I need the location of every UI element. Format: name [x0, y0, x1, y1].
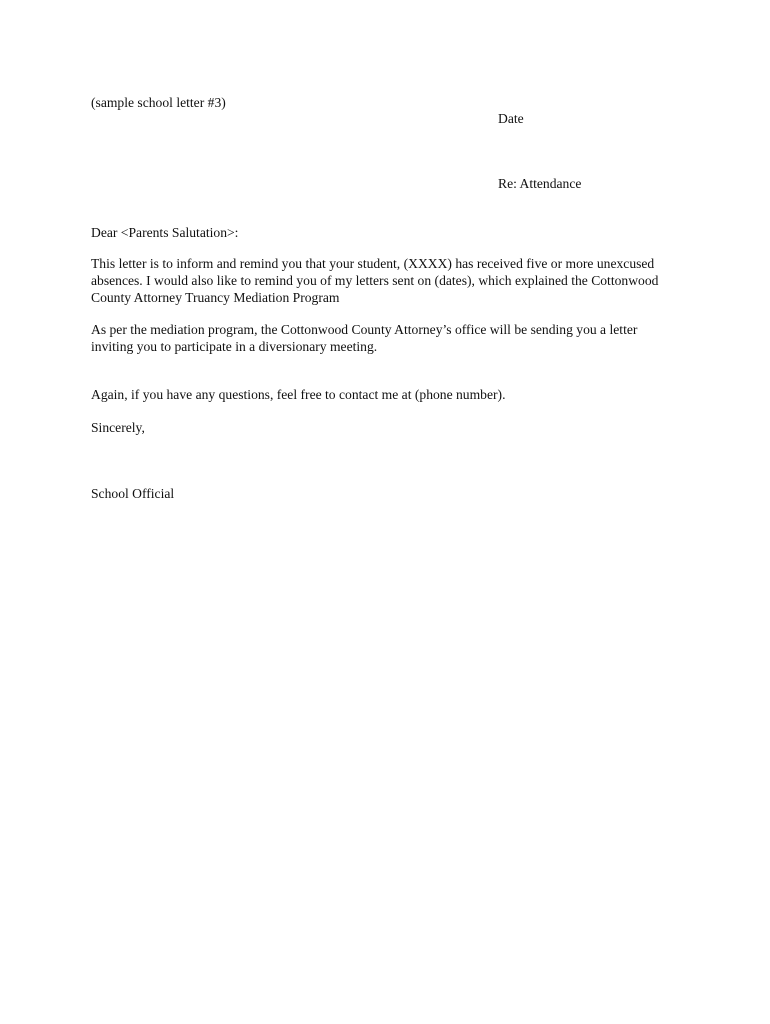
paragraph-2-line: inviting you to participate in a diversionary meeting. [91, 339, 378, 354]
closing: Sincerely, [91, 420, 145, 435]
paragraph-1 [91, 255, 691, 306]
paragraph-2 [91, 321, 691, 355]
paragraph-1-line: This letter is to inform and remind you that your student, (XXXX) has received five or more unexcused [91, 256, 655, 271]
re-line: Re: Attendance [498, 176, 582, 191]
paragraph-2-line: As per the mediation program, the Cottonwood County Attorney’s office will be sending you a letter [91, 322, 638, 337]
date-line: Date [498, 111, 524, 126]
salutation: Dear <Parents Salutation>: [91, 225, 239, 240]
header-note: (sample school letter #3) [91, 95, 226, 110]
paragraph-1-line: absences. I would also like to remind you of my letters sent on (dates), which explained the Cottonwood [91, 273, 659, 288]
paragraph-3: Again, if you have any questions, feel free to contact me at (phone number). [91, 387, 506, 402]
signature: School Official [91, 486, 175, 501]
paragraph-1-line: County Attorney Truancy Mediation Program [91, 290, 340, 305]
